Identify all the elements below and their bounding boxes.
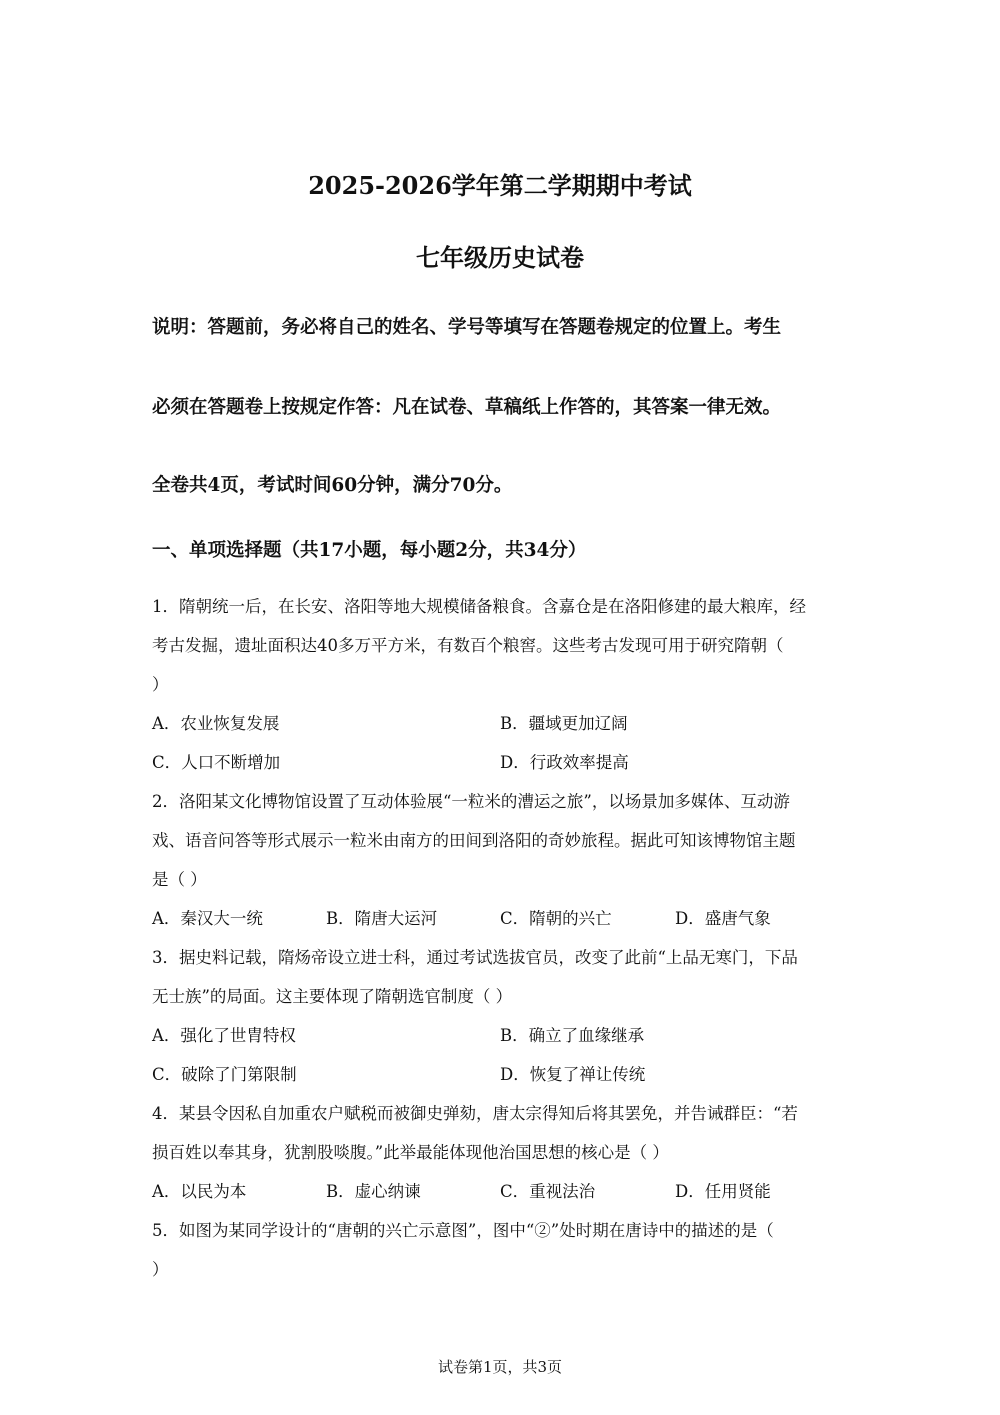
page-number-footer: 试卷第1页，共3页 xyxy=(437,1358,563,1376)
question-2-option-c: C．隋朝的兴亡 xyxy=(500,909,612,928)
question-3-option-c: C．破除了门第限制 xyxy=(152,1065,297,1084)
question-5-line-1: 5．如图为某同学设计的“唐朝的兴亡示意图”，图中“②”处时期在唐诗中的描述的是（ xyxy=(152,1221,774,1240)
question-1-option-c: C．人口不断增加 xyxy=(152,753,281,772)
question-5-line-2: ） xyxy=(152,1260,169,1279)
question-3-option-b: B．确立了血缘继承 xyxy=(500,1026,645,1045)
question-4-line-2: 损百姓以奉其身，犹割股啖腹。”此举最能体现他治国思想的核心是（ ） xyxy=(152,1143,669,1162)
question-1-option-d: D．行政效率提高 xyxy=(500,753,629,772)
section-heading: 一、单项选择题（共17小题，每小题2分，共34分） xyxy=(152,540,587,561)
question-2-line-2: 戏、语音问答等形式展示一粒米由南方的田间到洛阳的奇妙旅程。据此可知该博物馆主题 xyxy=(152,831,796,850)
question-3-option-a: A．强化了世胄特权 xyxy=(152,1026,296,1045)
question-4-line-1: 4．某县令因私自加重农户赋税而被御史弹劾，唐太宗得知后将其罢免，并告诫群臣：“若 xyxy=(152,1104,798,1123)
question-2-option-b: B．隋唐大运河 xyxy=(326,909,438,928)
question-4-option-a: A．以民为本 xyxy=(152,1182,247,1201)
question-3-option-d: D．恢复了禅让传统 xyxy=(500,1065,646,1084)
exam-subtitle: 七年级历史试卷 xyxy=(416,243,584,272)
question-4-option-c: C．重视法治 xyxy=(500,1182,596,1201)
question-3-line-2: 无士族”的局面。这主要体现了隋朝选官制度（ ） xyxy=(152,987,513,1006)
question-1-line-3: ） xyxy=(152,675,169,694)
question-2-option-d: D．盛唐气象 xyxy=(675,909,771,928)
question-2-line-3: 是（ ） xyxy=(152,870,207,889)
question-4-option-d: D．任用贤能 xyxy=(675,1182,771,1201)
question-1-line-2: 考古发掘，遗址面积达40多万平方米，有数百个粮窖。这些考古发现可用于研究隋朝（ xyxy=(152,636,784,655)
question-2-line-1: 2．洛阳某文化博物馆设置了互动体验展“一粒米的漕运之旅”，以场景加多媒体、互动游 xyxy=(152,792,790,811)
question-3-line-1: 3．据史料记载，隋炀帝设立进士科，通过考试选拔官员，改变了此前“上品无寒门，下品 xyxy=(152,948,798,967)
question-1-line-1: 1．隋朝统一后，在长安、洛阳等地大规模储备粮食。含嘉仓是在洛阳修建的最大粮库，经 xyxy=(152,597,806,616)
question-2-option-a: A．秦汉大一统 xyxy=(152,909,263,928)
question-1-option-b: B．疆域更加辽阔 xyxy=(500,714,628,733)
instructions-line-1: 说明：答题前，务必将自己的姓名、学号等填写在答题卷规定的位置上。考生 xyxy=(152,317,782,338)
question-4-option-b: B．虚心纳谏 xyxy=(326,1182,421,1201)
exam-title: 2025-2026学年第二学期期中考试 xyxy=(308,171,692,200)
question-1-option-a: A．农业恢复发展 xyxy=(152,714,280,733)
instructions-line-2: 必须在答题卷上按规定作答：凡在试卷、草稿纸上作答的，其答案一律无效。 xyxy=(152,397,782,418)
instructions-line-3: 全卷共4页，考试时间60分钟，满分70分。 xyxy=(152,475,513,496)
